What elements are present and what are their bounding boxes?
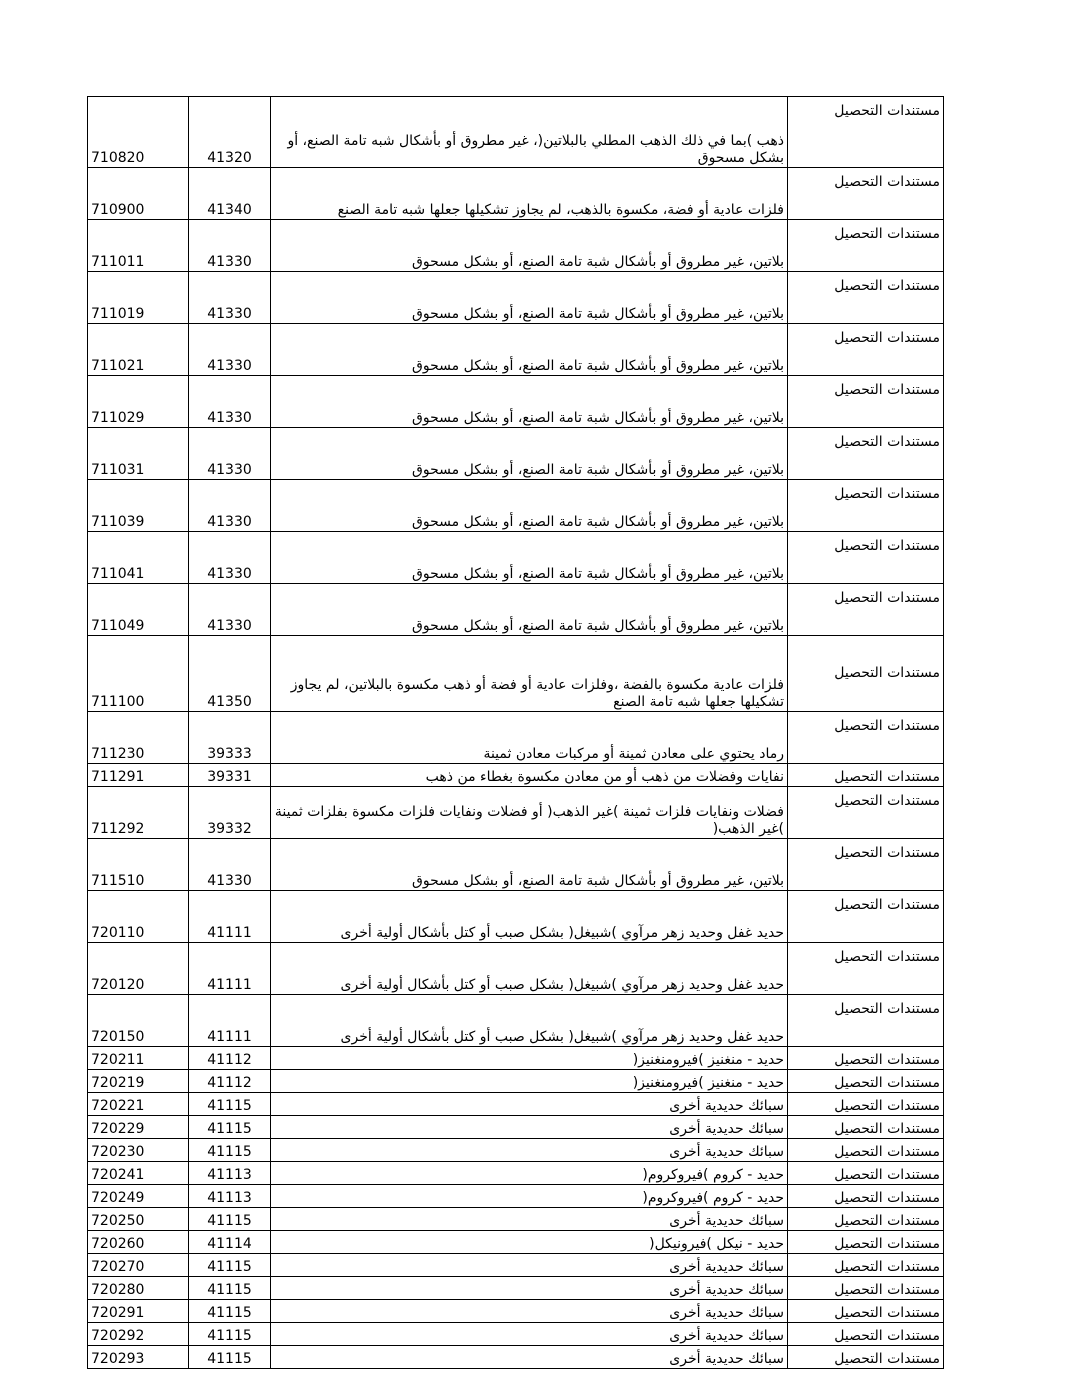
description-cell: سبائك حديدية أخرى bbox=[271, 1093, 788, 1116]
document-type-cell: مستندات التحصيل bbox=[788, 1300, 944, 1323]
classification-code-cell: 41330 bbox=[189, 584, 271, 636]
hs-code-cell: 720293 bbox=[88, 1346, 189, 1369]
hs-code-cell: 711021 bbox=[88, 324, 189, 376]
document-type-cell: مستندات التحصيل bbox=[788, 1139, 944, 1162]
table-row bbox=[88, 532, 944, 584]
description-cell: سبائك حديدية أخرى bbox=[271, 1254, 788, 1277]
hs-code-cell: 720249 bbox=[88, 1185, 189, 1208]
classification-code-cell: 41330 bbox=[189, 839, 271, 891]
description-cell: حديد غفل وحديد زهر مرآوي )شبيغل( بشكل صبب أو كتل بأشكال أولية أخرى bbox=[271, 891, 788, 943]
hs-code-cell: 720270 bbox=[88, 1254, 189, 1277]
hs-code-cell: 711100 bbox=[88, 636, 189, 712]
data-table bbox=[87, 96, 944, 1369]
classification-code-cell: 39331 bbox=[189, 764, 271, 787]
hs-code-cell: 720211 bbox=[88, 1047, 189, 1070]
description-cell: بلاتين، غير مطروق أو بأشكال شبة تامة الصنع، أو بشكل مسحوق bbox=[271, 532, 788, 584]
hs-code-cell: 720229 bbox=[88, 1116, 189, 1139]
classification-code-cell: 41111 bbox=[189, 995, 271, 1047]
document-type-cell: مستندات التحصيل bbox=[788, 1323, 944, 1346]
classification-code-cell: 41113 bbox=[189, 1185, 271, 1208]
description-cell: حديد - منغنيز )فيرومنغنيز( bbox=[271, 1047, 788, 1070]
classification-code-cell: 41340 bbox=[189, 168, 271, 220]
classification-code-cell: 39333 bbox=[189, 712, 271, 764]
document-type-cell: مستندات التحصيل bbox=[788, 1185, 944, 1208]
table-row bbox=[88, 995, 944, 1047]
document-type-cell: مستندات التحصيل bbox=[788, 97, 944, 168]
hs-code-cell: 711230 bbox=[88, 712, 189, 764]
hs-code-cell: 711292 bbox=[88, 787, 189, 839]
hs-code-cell: 720219 bbox=[88, 1070, 189, 1093]
description-cell: نفايات وفضلات من ذهب أو من معادن مكسوة بغطاء من ذهب bbox=[271, 764, 788, 787]
classification-code-cell: 41115 bbox=[189, 1277, 271, 1300]
table-row bbox=[88, 943, 944, 995]
description-cell: سبائك حديدية أخرى bbox=[271, 1277, 788, 1300]
description-cell: بلاتين، غير مطروق أو بأشكال شبة تامة الصنع، أو بشكل مسحوق bbox=[271, 584, 788, 636]
document-type-cell: مستندات التحصيل bbox=[788, 168, 944, 220]
document-type-cell: مستندات التحصيل bbox=[788, 943, 944, 995]
table-row bbox=[88, 220, 944, 272]
description-cell: بلاتين، غير مطروق أو بأشكال شبة تامة الصنع، أو بشكل مسحوق bbox=[271, 324, 788, 376]
document-type-cell: مستندات التحصيل bbox=[788, 1208, 944, 1231]
document-type-cell: مستندات التحصيل bbox=[788, 787, 944, 839]
document-type-cell: مستندات التحصيل bbox=[788, 1116, 944, 1139]
description-cell: حديد - نيكل )فيرونيكل( bbox=[271, 1231, 788, 1254]
document-type-cell: مستندات التحصيل bbox=[788, 995, 944, 1047]
classification-code-cell: 41111 bbox=[189, 891, 271, 943]
description-cell: فلزات عادية أو فضة، مكسوة بالذهب، لم يجاوز تشكيلها جعلها شبه تامة الصنع bbox=[271, 168, 788, 220]
classification-code-cell: 41330 bbox=[189, 376, 271, 428]
classification-code-cell: 41330 bbox=[189, 272, 271, 324]
description-cell: سبائك حديدية أخرى bbox=[271, 1139, 788, 1162]
classification-code-cell: 41115 bbox=[189, 1116, 271, 1139]
hs-code-cell: 710820 bbox=[88, 97, 189, 168]
table-row bbox=[88, 1208, 944, 1231]
classification-code-cell: 41350 bbox=[189, 636, 271, 712]
description-cell: سبائك حديدية أخرى bbox=[271, 1116, 788, 1139]
description-cell: حديد - منغنيز )فيرومنغنيز( bbox=[271, 1070, 788, 1093]
classification-code-cell: 41115 bbox=[189, 1300, 271, 1323]
document-type-cell: مستندات التحصيل bbox=[788, 428, 944, 480]
document-type-cell: مستندات التحصيل bbox=[788, 1070, 944, 1093]
description-cell: بلاتين، غير مطروق أو بأشكال شبة تامة الصنع، أو بشكل مسحوق bbox=[271, 376, 788, 428]
document-type-cell: مستندات التحصيل bbox=[788, 272, 944, 324]
description-cell: فضلات ونفايات فلزات ثمينة )غير الذهب( أو فضلات ونفايات فلزات مكسوة بفلزات ثمينة )غير الذهب( bbox=[271, 787, 788, 839]
hs-code-cell: 711019 bbox=[88, 272, 189, 324]
classification-code-cell: 41113 bbox=[189, 1162, 271, 1185]
hs-code-cell: 720230 bbox=[88, 1139, 189, 1162]
hs-code-cell: 720110 bbox=[88, 891, 189, 943]
table-row bbox=[88, 272, 944, 324]
description-cell: ذهب )بما في ذلك الذهب المطلي بالبلاتين(، غير مطروق أو بأشكال شبه تامة الصنع، أو بشكل مسحوق bbox=[271, 97, 788, 168]
hs-code-cell: 711041 bbox=[88, 532, 189, 584]
hs-code-cell: 720120 bbox=[88, 943, 189, 995]
table-row bbox=[88, 1139, 944, 1162]
table-row bbox=[88, 1162, 944, 1185]
document-type-cell: مستندات التحصيل bbox=[788, 1231, 944, 1254]
document-type-cell: مستندات التحصيل bbox=[788, 1093, 944, 1116]
hs-code-cell: 710900 bbox=[88, 168, 189, 220]
description-cell: حديد - كروم )فيروكروم( bbox=[271, 1162, 788, 1185]
hs-code-cell: 720291 bbox=[88, 1300, 189, 1323]
classification-code-cell: 41330 bbox=[189, 220, 271, 272]
description-cell: بلاتين، غير مطروق أو بأشكال شبة تامة الصنع، أو بشكل مسحوق bbox=[271, 839, 788, 891]
hs-code-cell: 711029 bbox=[88, 376, 189, 428]
table-row bbox=[88, 1323, 944, 1346]
table-row bbox=[88, 891, 944, 943]
description-cell: سبائك حديدية أخرى bbox=[271, 1346, 788, 1369]
description-cell: رماد يحتوي على معادن ثمينة أو مركبات معادن ثمينة bbox=[271, 712, 788, 764]
hs-code-cell: 711510 bbox=[88, 839, 189, 891]
document-type-cell: مستندات التحصيل bbox=[788, 480, 944, 532]
description-cell: حديد غفل وحديد زهر مرآوي )شبيغل( بشكل صبب أو كتل بأشكال أولية أخرى bbox=[271, 943, 788, 995]
classification-code-cell: 41330 bbox=[189, 324, 271, 376]
table-row bbox=[88, 324, 944, 376]
document-type-cell: مستندات التحصيل bbox=[788, 220, 944, 272]
document-type-cell: مستندات التحصيل bbox=[788, 532, 944, 584]
description-cell: بلاتين، غير مطروق أو بأشكال شبة تامة الصنع، أو بشكل مسحوق bbox=[271, 220, 788, 272]
document-type-cell: مستندات التحصيل bbox=[788, 376, 944, 428]
hs-code-cell: 711031 bbox=[88, 428, 189, 480]
hs-code-cell: 720250 bbox=[88, 1208, 189, 1231]
table-row bbox=[88, 168, 944, 220]
classification-code-cell: 41115 bbox=[189, 1139, 271, 1162]
table-row bbox=[88, 636, 944, 712]
classification-code-cell: 41115 bbox=[189, 1208, 271, 1231]
classification-code-cell: 39332 bbox=[189, 787, 271, 839]
table-row bbox=[88, 1185, 944, 1208]
table-row bbox=[88, 1047, 944, 1070]
document-type-cell: مستندات التحصيل bbox=[788, 1277, 944, 1300]
table-row bbox=[88, 1070, 944, 1093]
document-type-cell: مستندات التحصيل bbox=[788, 1254, 944, 1277]
classification-code-cell: 41330 bbox=[189, 428, 271, 480]
hs-code-cell: 711039 bbox=[88, 480, 189, 532]
classification-code-cell: 41114 bbox=[189, 1231, 271, 1254]
document-type-cell: مستندات التحصيل bbox=[788, 1346, 944, 1369]
table-body bbox=[88, 97, 944, 1369]
description-cell: سبائك حديدية أخرى bbox=[271, 1208, 788, 1231]
table-row bbox=[88, 1300, 944, 1323]
table-row bbox=[88, 764, 944, 787]
classification-code-cell: 41320 bbox=[189, 97, 271, 168]
hs-code-cell: 720150 bbox=[88, 995, 189, 1047]
description-cell: حديد غفل وحديد زهر مرآوي )شبيغل( بشكل صبب أو كتل بأشكال أولية أخرى bbox=[271, 995, 788, 1047]
table-row bbox=[88, 787, 944, 839]
document-type-cell: مستندات التحصيل bbox=[788, 324, 944, 376]
classification-code-cell: 41330 bbox=[189, 480, 271, 532]
table-row bbox=[88, 1346, 944, 1369]
classification-code-cell: 41112 bbox=[189, 1047, 271, 1070]
table-row bbox=[88, 1254, 944, 1277]
table-row bbox=[88, 1277, 944, 1300]
table-row bbox=[88, 1231, 944, 1254]
hs-code-cell: 720280 bbox=[88, 1277, 189, 1300]
document-type-cell: مستندات التحصيل bbox=[788, 584, 944, 636]
description-cell: سبائك حديدية أخرى bbox=[271, 1300, 788, 1323]
description-cell: بلاتين، غير مطروق أو بأشكال شبة تامة الصنع، أو بشكل مسحوق bbox=[271, 272, 788, 324]
classification-code-cell: 41115 bbox=[189, 1093, 271, 1116]
document-type-cell: مستندات التحصيل bbox=[788, 839, 944, 891]
document-type-cell: مستندات التحصيل bbox=[788, 764, 944, 787]
description-cell: بلاتين، غير مطروق أو بأشكال شبة تامة الصنع، أو بشكل مسحوق bbox=[271, 480, 788, 532]
hs-code-cell: 720221 bbox=[88, 1093, 189, 1116]
description-cell: فلزات عادية مكسوة بالفضة ،وفلزات عادية أو فضة أو ذهب مكسوة بالبلاتين، لم يجاوز تشكيلها جعلها شبه تامة الصنع bbox=[271, 636, 788, 712]
hs-code-cell: 720241 bbox=[88, 1162, 189, 1185]
hs-code-cell: 711049 bbox=[88, 584, 189, 636]
hs-code-cell: 720292 bbox=[88, 1323, 189, 1346]
document-type-cell: مستندات التحصيل bbox=[788, 1047, 944, 1070]
document-type-cell: مستندات التحصيل bbox=[788, 1162, 944, 1185]
table-row bbox=[88, 839, 944, 891]
table-row bbox=[88, 1093, 944, 1116]
classification-code-cell: 41115 bbox=[189, 1323, 271, 1346]
table-row bbox=[88, 712, 944, 764]
table-row bbox=[88, 1116, 944, 1139]
description-cell: حديد - كروم )فيروكروم( bbox=[271, 1185, 788, 1208]
classification-code-cell: 41112 bbox=[189, 1070, 271, 1093]
table-row bbox=[88, 376, 944, 428]
table-row bbox=[88, 97, 944, 168]
classification-code-cell: 41330 bbox=[189, 532, 271, 584]
hs-code-cell: 711011 bbox=[88, 220, 189, 272]
table-row bbox=[88, 480, 944, 532]
classification-code-cell: 41115 bbox=[189, 1346, 271, 1369]
description-cell: سبائك حديدية أخرى bbox=[271, 1323, 788, 1346]
hs-code-cell: 711291 bbox=[88, 764, 189, 787]
table-row bbox=[88, 428, 944, 480]
description-cell: بلاتين، غير مطروق أو بأشكال شبة تامة الصنع، أو بشكل مسحوق bbox=[271, 428, 788, 480]
table-row bbox=[88, 584, 944, 636]
classification-code-cell: 41111 bbox=[189, 943, 271, 995]
document-type-cell: مستندات التحصيل bbox=[788, 891, 944, 943]
document-type-cell: مستندات التحصيل bbox=[788, 712, 944, 764]
hs-code-cell: 720260 bbox=[88, 1231, 189, 1254]
classification-code-cell: 41115 bbox=[189, 1254, 271, 1277]
document-type-cell: مستندات التحصيل bbox=[788, 636, 944, 712]
